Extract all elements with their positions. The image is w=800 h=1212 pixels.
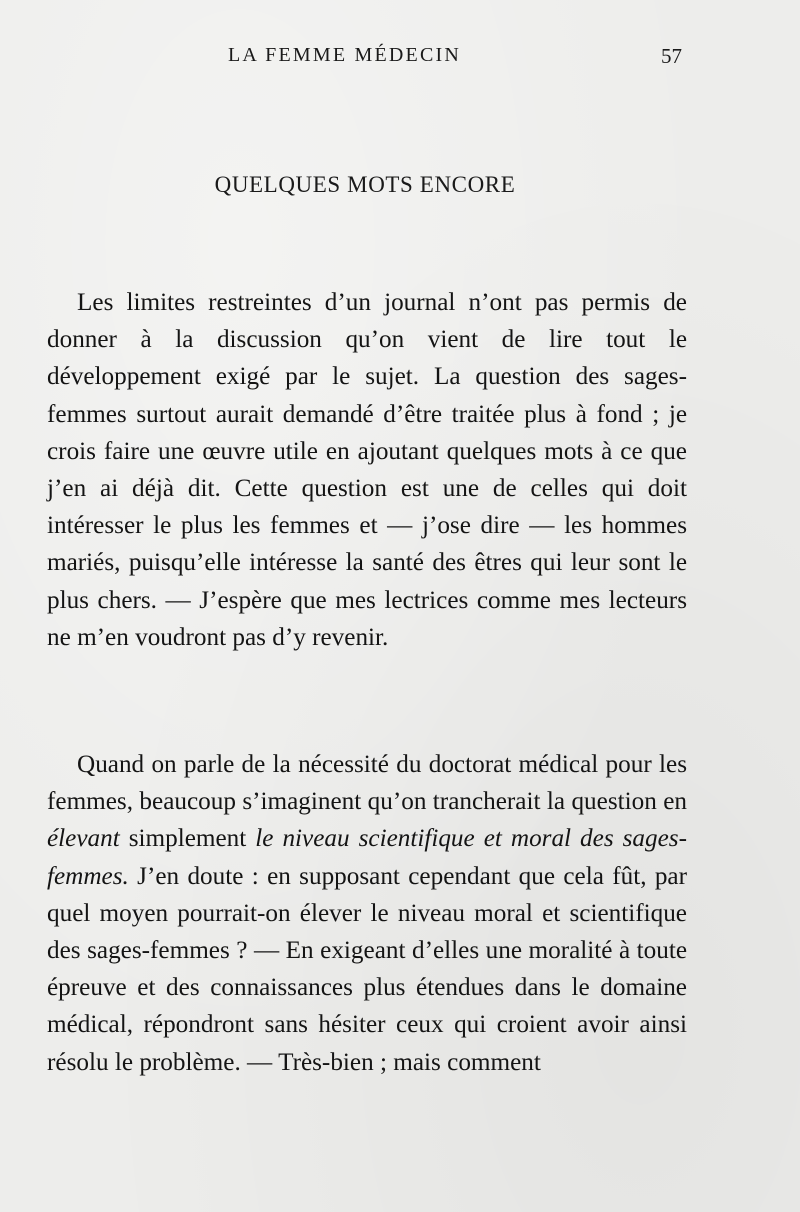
paragraph-2-text-b: simplement: [119, 825, 256, 853]
paragraph-2: [47, 746, 687, 1081]
page-number: 57: [661, 44, 682, 68]
running-head: [228, 44, 688, 72]
paragraph-2-text-c: J’en doute : en supposant cependant que cela fût, par quel moyen pourrait-on élever le niveau moral et scientifique des sages-femmes ? — En exigeant d’elles une moralité à toute épreuve et des connaissances plus étendues dans le domaine médical, répondront sans hésiter ceux qui croient avoir ainsi résolu le problème. — Très-bien ; mais comment: [47, 862, 687, 1076]
paragraph-2-italic-2: le niveau scientifique et moral des sages-femmes.: [47, 825, 687, 890]
paragraph-2-italic-1: élevant: [47, 825, 120, 853]
running-title: LA FEMME MÉDECIN: [228, 44, 461, 66]
paragraph-2-text-a: Quand on parle de la nécessité du doctorat médical pour les femmes, beaucoup s’imaginent qu’on trancherait la question en: [47, 751, 687, 816]
paragraph-1: Les limites restreintes d’un journal n’ont pas permis de donner à la discussion qu’on vient de lire tout le développement exigé par le sujet. La question des sages-femmes surtout aurait demandé d’être traitée plus à fond ; je crois faire une œuvre utile en ajoutant quelques mots à ce que j’en ai déjà dit. Cette question est une de celles qui doit intéresser le plus les femmes et — j’ose dire — les hommes mariés, puisqu’elle intéresse la santé des êtres qui leur sont le plus chers. — J’espère que mes lectrices comme mes lecteurs ne m’en voudront pas d’y revenir.: [47, 289, 687, 651]
section-title: QUELQUES MOTS ENCORE: [214, 172, 516, 197]
